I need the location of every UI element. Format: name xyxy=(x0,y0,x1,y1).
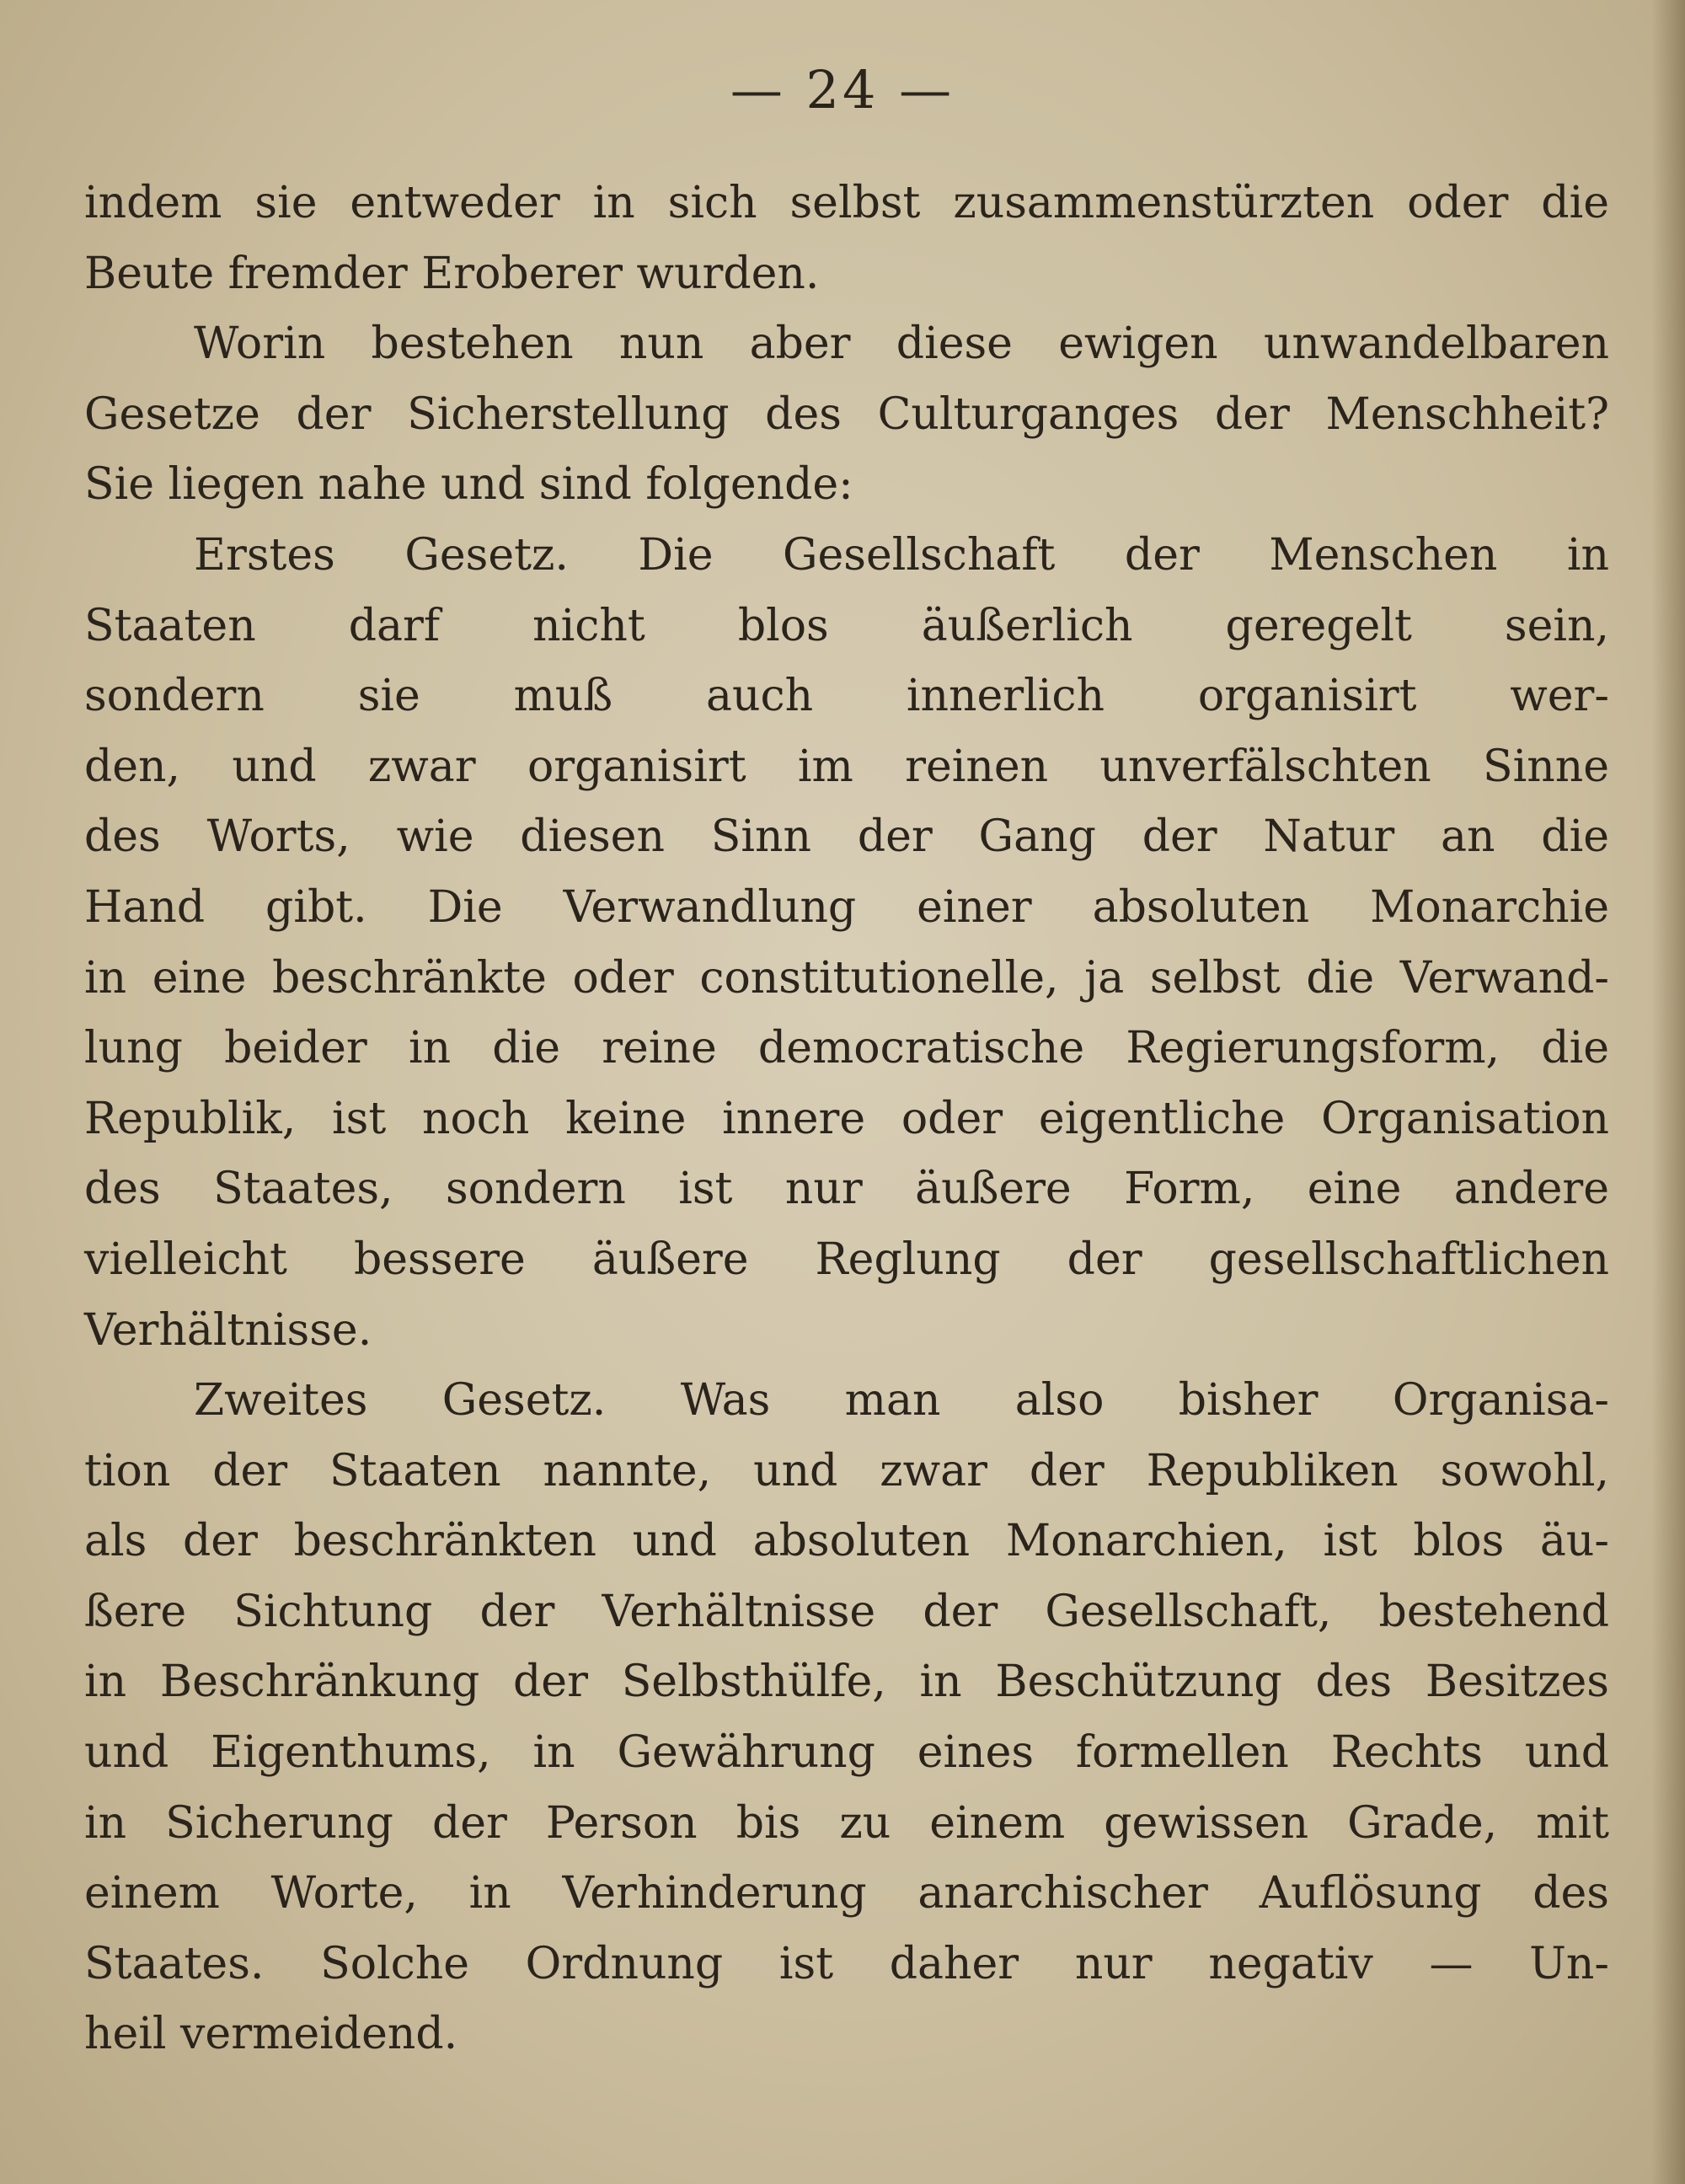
text-line: den, und zwar organisirt im reinen unverfälschten Sinne xyxy=(84,741,1609,792)
text-line: Zweites Gesetz. Was man also bisher Organisa- xyxy=(194,1375,1609,1427)
body-text xyxy=(84,169,1609,2070)
text-line: Erstes Gesetz. Die Gesellschaft der Menschen in xyxy=(194,529,1609,581)
text-line: Staaten darf nicht blos äußerlich geregelt sein, xyxy=(84,600,1609,651)
text-line: vielleicht bessere äußere Reglung der gesellschaftlichen xyxy=(84,1234,1609,1285)
text-line: als der beschränkten und absoluten Monarchien, ist blos äu- xyxy=(84,1516,1609,1567)
text-line: in Beschränkung der Selbsthülfe, in Beschützung des Besitzes xyxy=(84,1657,1609,1708)
text-line: Republik, ist noch keine innere oder eigentliche Organisation xyxy=(84,1093,1609,1144)
page-number: — 24 — xyxy=(730,59,955,120)
text-line: Beute fremder Eroberer wurden. xyxy=(84,248,820,299)
text-line: indem sie entweder in sich selbst zusammenstürzten oder die xyxy=(84,178,1609,228)
text-line: Gesetze der Sicherstellung des Culturganges der Menschheit? xyxy=(84,388,1609,440)
text-line: heil vermeidend. xyxy=(84,2009,458,2060)
text-line: Verhältnisse. xyxy=(84,1304,372,1356)
text-line: sondern sie muß auch innerlich organisirt wer- xyxy=(84,671,1609,722)
text-line: Worin bestehen nun aber diese ewigen unwandelbaren xyxy=(194,318,1609,370)
text-line: des Staates, sondern ist nur äußere Form, eine andere xyxy=(84,1164,1609,1215)
text-line: Sie liegen nahe und sind folgende: xyxy=(84,459,853,511)
text-line: in eine beschränkte oder constitutionelle, ja selbst die Verwand- xyxy=(84,952,1609,1004)
text-line: Hand gibt. Die Verwandlung einer absoluten Monarchie xyxy=(84,881,1609,933)
page-edge-shadow xyxy=(1651,0,1685,2184)
text-line: einem Worte, in Verhinderung anarchischer Auflösung des xyxy=(84,1868,1609,1919)
text-line: Staates. Solche Ordnung ist daher nur negativ — Un- xyxy=(84,1938,1609,1989)
text-line: und Eigenthums, in Gewährung eines formellen Rechts und xyxy=(84,1727,1609,1779)
text-line: des Worts, wie diesen Sinn der Gang der Natur an die xyxy=(84,811,1609,863)
text-line: in Sicherung der Person bis zu einem gewissen Grade, mit xyxy=(84,1797,1609,1849)
text-line: ßere Sichtung der Verhältnisse der Gesellschaft, bestehend xyxy=(84,1586,1609,1637)
text-line: lung beider in die reine democratische Regierungsform, die xyxy=(84,1023,1609,1074)
text-line: tion der Staaten nannte, und zwar der Republiken sowohl, xyxy=(84,1445,1609,1496)
